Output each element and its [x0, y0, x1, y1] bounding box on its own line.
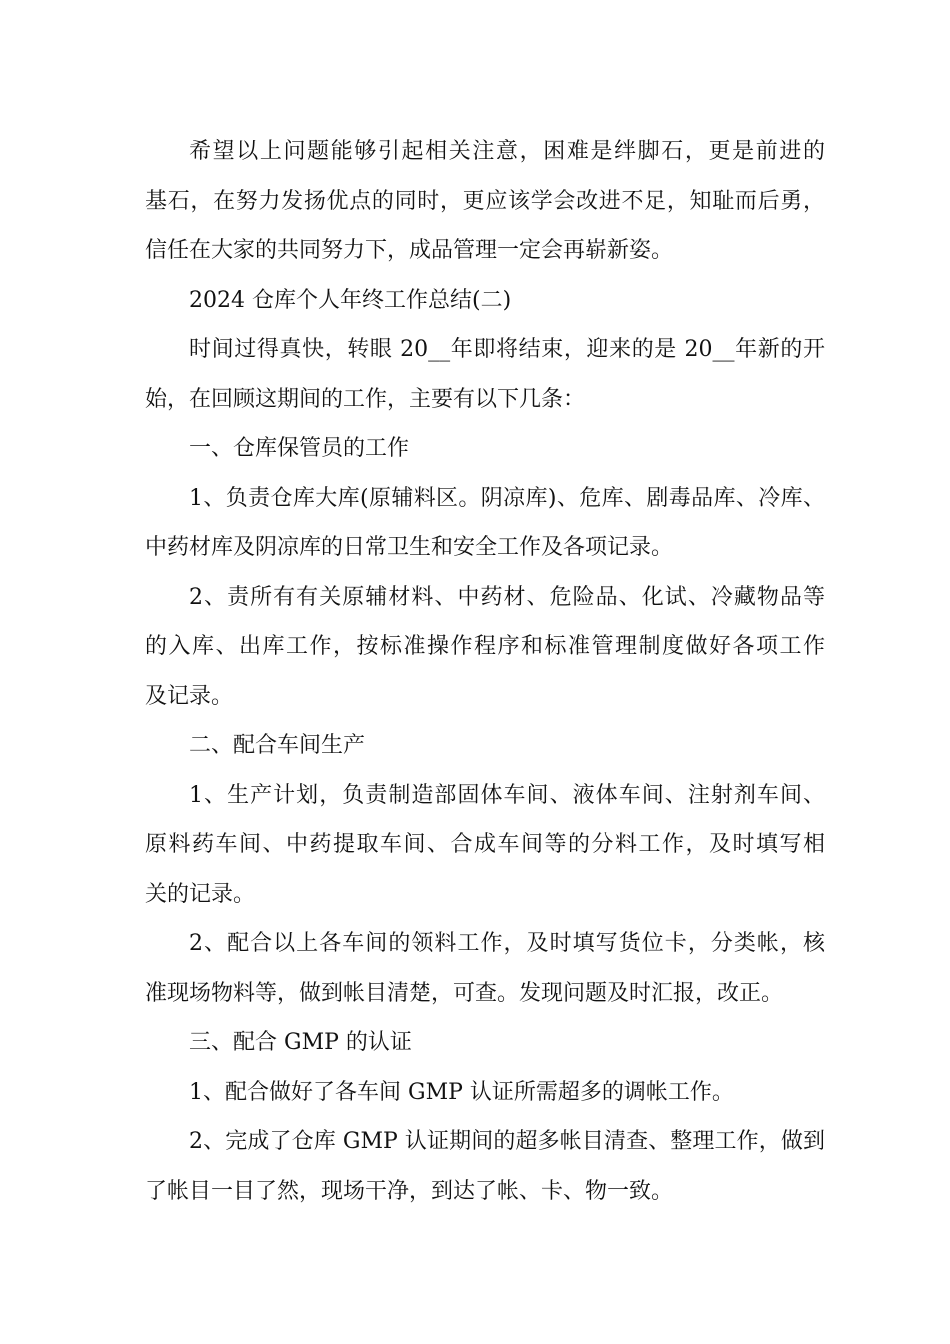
section-title: 2024 仓库个人年终工作总结(二) [189, 287, 512, 313]
text-line: 1、配合做好了各车间 GMP 认证所需超多的调帐工作。 [189, 1079, 734, 1105]
text-line: 关的记录。 [145, 881, 256, 907]
text-line: 时间过得真快，转眼 20__年即将结束，迎来的是 20__年新的开 [189, 337, 825, 362]
text-line: 始，在回顾这期间的工作，主要有以下几条： [145, 386, 586, 412]
section-heading: 二、配合车间生产 [189, 733, 366, 758]
text-line: 的入库、出库工作，按标准操作程序和标准管理制度做好各项工作 [145, 634, 825, 659]
section-heading: 一、仓库保管员的工作 [189, 436, 410, 461]
text-line: 及记录。 [145, 683, 234, 709]
text-line: 了帐目一目了然，现场干净，到达了帐、卡、物一致。 [145, 1178, 674, 1204]
text-line: 1、生产计划，负责制造部固体车间、液体车间、注射剂车间、 [189, 782, 825, 808]
text-line: 准现场物料等，做到帐目清楚，可查。发现问题及时汇报，改正。 [145, 980, 784, 1006]
text-line: 2、责所有有关原辅材料、中药材、危险品、化试、冷藏物品等 [189, 584, 825, 610]
text-line: 中药材库及阴凉库的日常卫生和安全工作及各项记录。 [145, 535, 674, 560]
text-line: 基石，在努力发扬优点的同时，更应该学会改进不足，知耻而后勇， [145, 188, 825, 214]
section-heading: 三、配合 GMP 的认证 [189, 1030, 412, 1055]
text-line: 2、配合以上各车间的领料工作，及时填写货位卡，分类帐，核 [189, 931, 825, 956]
document-body [145, 127, 825, 1216]
text-line: 希望以上问题能够引起相关注意，困难是绊脚石，更是前进的 [189, 139, 825, 164]
text-line: 信任在大家的共同努力下，成品管理一定会再崭新姿。 [145, 238, 674, 263]
text-line: 原料药车间、中药提取车间、合成车间等的分料工作，及时填写相 [145, 832, 825, 857]
text-line: 2、完成了仓库 GMP 认证期间的超多帐目清查、整理工作，做到 [189, 1129, 825, 1154]
text-line: 1、负责仓库大库(原辅料区。阴凉库)、危库、剧毒品库、冷库、 [189, 485, 825, 511]
